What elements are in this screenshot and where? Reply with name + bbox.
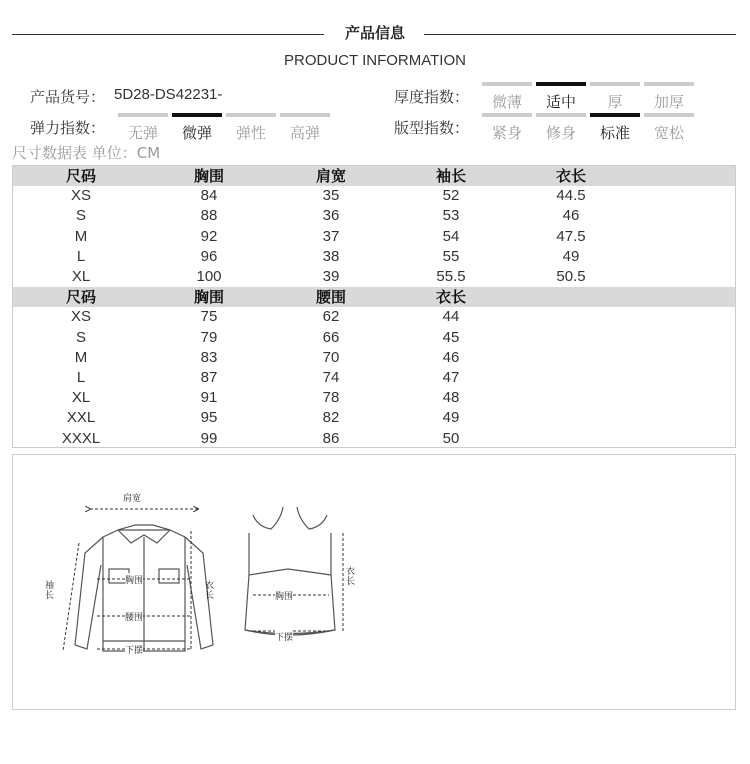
table-cell: 70 (322, 348, 340, 366)
label-hem: 下摆 (125, 643, 143, 656)
table-cell: 82 (322, 409, 340, 427)
table-cell: 88 (200, 207, 218, 225)
fit-option-selected: 标准 (590, 113, 640, 143)
table-cell: 47.5 (556, 227, 586, 245)
label-chest: 胸围 (125, 573, 143, 586)
table-cell: 87 (200, 369, 218, 386)
table-row (13, 348, 735, 368)
thickness-option: 厚 (590, 82, 640, 112)
table-cell: 96 (200, 247, 218, 265)
table-cell: 66 (322, 328, 340, 346)
table-cell: 52 (442, 187, 460, 205)
thickness-option: 加厚 (644, 82, 694, 112)
table-cell: 75 (200, 308, 218, 326)
table-cell: 91 (200, 389, 218, 407)
table-cell: 35 (322, 187, 340, 205)
thickness-option: 微薄 (482, 82, 532, 112)
label-cami-chest: 胸围 (275, 589, 293, 602)
table-cell: XL (71, 389, 91, 407)
fit-label: 版型指数： (394, 119, 470, 137)
table-row (13, 227, 735, 247)
table-header-top (13, 166, 735, 186)
table-cell: XS (70, 187, 91, 205)
table-cell: 46 (442, 348, 460, 366)
elasticity-option: 无弹 (118, 113, 168, 143)
thickness-label: 厚度指数： (394, 88, 470, 106)
label-length: 衣长 (205, 581, 215, 601)
header-cell: 肩宽 (315, 167, 346, 185)
camisole-measure-lines (253, 533, 343, 631)
table-cell: 36 (322, 207, 340, 225)
table-cell: M (74, 348, 88, 366)
fit-option: 修身 (536, 113, 586, 143)
table-cell: 95 (200, 409, 218, 427)
table-cell: 62 (322, 308, 340, 326)
table-cell: 54 (442, 227, 460, 245)
table-cell: XXL (66, 409, 96, 427)
section-title-cn: 产品信息 (344, 24, 405, 42)
table-row (13, 267, 735, 287)
table-cell: S (75, 328, 86, 346)
table-cell: 92 (200, 227, 218, 245)
table-row (13, 186, 735, 206)
table-cell: 55 (442, 247, 460, 265)
table-cell: M (74, 227, 88, 245)
table-row (13, 307, 735, 327)
table-cell: S (75, 207, 86, 225)
camisole-drawing (245, 507, 335, 635)
elasticity-option-selected: 微弹 (172, 113, 222, 143)
label-shoulder: 肩宽 (123, 494, 142, 504)
elasticity-option: 高弹 (280, 113, 330, 143)
header-cell: 衣长 (555, 167, 586, 185)
table-cell: 45 (442, 328, 460, 346)
sku-label: 产品货号： (30, 88, 106, 106)
table-row (13, 328, 735, 348)
table-cell: 47 (442, 369, 460, 386)
size-table-unit: 尺寸数据表 单位：CM (12, 144, 161, 162)
table-row (13, 429, 735, 449)
table-cell: 37 (322, 227, 340, 245)
section-title-en: PRODUCT INFORMATION (284, 52, 466, 69)
fit-option: 紧身 (482, 113, 532, 143)
measurement-diagram (12, 454, 736, 710)
table-row (13, 388, 735, 408)
label-cami-hem: 下摆 (275, 630, 293, 643)
table-cell: XXXL (61, 429, 101, 447)
table-cell: 38 (322, 247, 340, 265)
table-cell: 39 (322, 268, 340, 285)
header-cell: 尺码 (65, 288, 96, 307)
header-cell: 腰围 (315, 288, 346, 307)
table-cell: 74 (322, 369, 340, 386)
table-cell: 79 (200, 328, 218, 346)
table-cell: 50 (442, 429, 460, 447)
table-cell: 86 (322, 429, 340, 447)
table-cell: L (76, 369, 86, 386)
table-cell: XS (70, 308, 91, 326)
table-cell: 84 (200, 187, 218, 205)
table-cell: 44.5 (556, 187, 586, 205)
thickness-option-selected: 适中 (536, 82, 586, 112)
table-cell: 49 (562, 247, 580, 265)
table-cell: 44 (442, 308, 460, 326)
table-row (13, 368, 735, 388)
table-cell: 100 (196, 268, 222, 285)
garment-illustration (13, 455, 735, 709)
size-table (12, 165, 736, 448)
table-row (13, 206, 735, 226)
label-waist: 腰围 (125, 610, 143, 623)
header-cell: 胸围 (193, 288, 224, 307)
elasticity-label: 弹力指数： (30, 119, 106, 137)
header-cell: 尺码 (65, 167, 96, 185)
table-row (13, 247, 735, 267)
table-row (13, 408, 735, 428)
table-cell: XL (71, 268, 91, 285)
jacket-drawing (75, 525, 213, 651)
table-cell: 49 (442, 409, 460, 427)
table-cell: 55.5 (436, 268, 466, 285)
label-cami-length: 衣长 (346, 567, 356, 587)
header-cell: 袖长 (435, 167, 466, 185)
fit-option: 宽松 (644, 113, 694, 143)
table-cell: 48 (442, 389, 460, 407)
table-cell: 78 (322, 389, 340, 407)
table-cell: 46 (562, 207, 580, 225)
table-cell: 99 (200, 429, 218, 447)
label-sleeve: 袖长 (45, 581, 55, 601)
table-cell: 50.5 (556, 268, 586, 285)
sku-value: 5D28-DS42231- (114, 86, 223, 103)
table-cell: L (76, 247, 86, 265)
table-cell: 53 (442, 207, 460, 225)
table-header-bottom (13, 287, 735, 307)
header-cell: 衣长 (435, 288, 466, 307)
elasticity-option: 弹性 (226, 113, 276, 143)
header-cell: 胸围 (193, 167, 224, 185)
table-cell: 83 (200, 348, 218, 366)
